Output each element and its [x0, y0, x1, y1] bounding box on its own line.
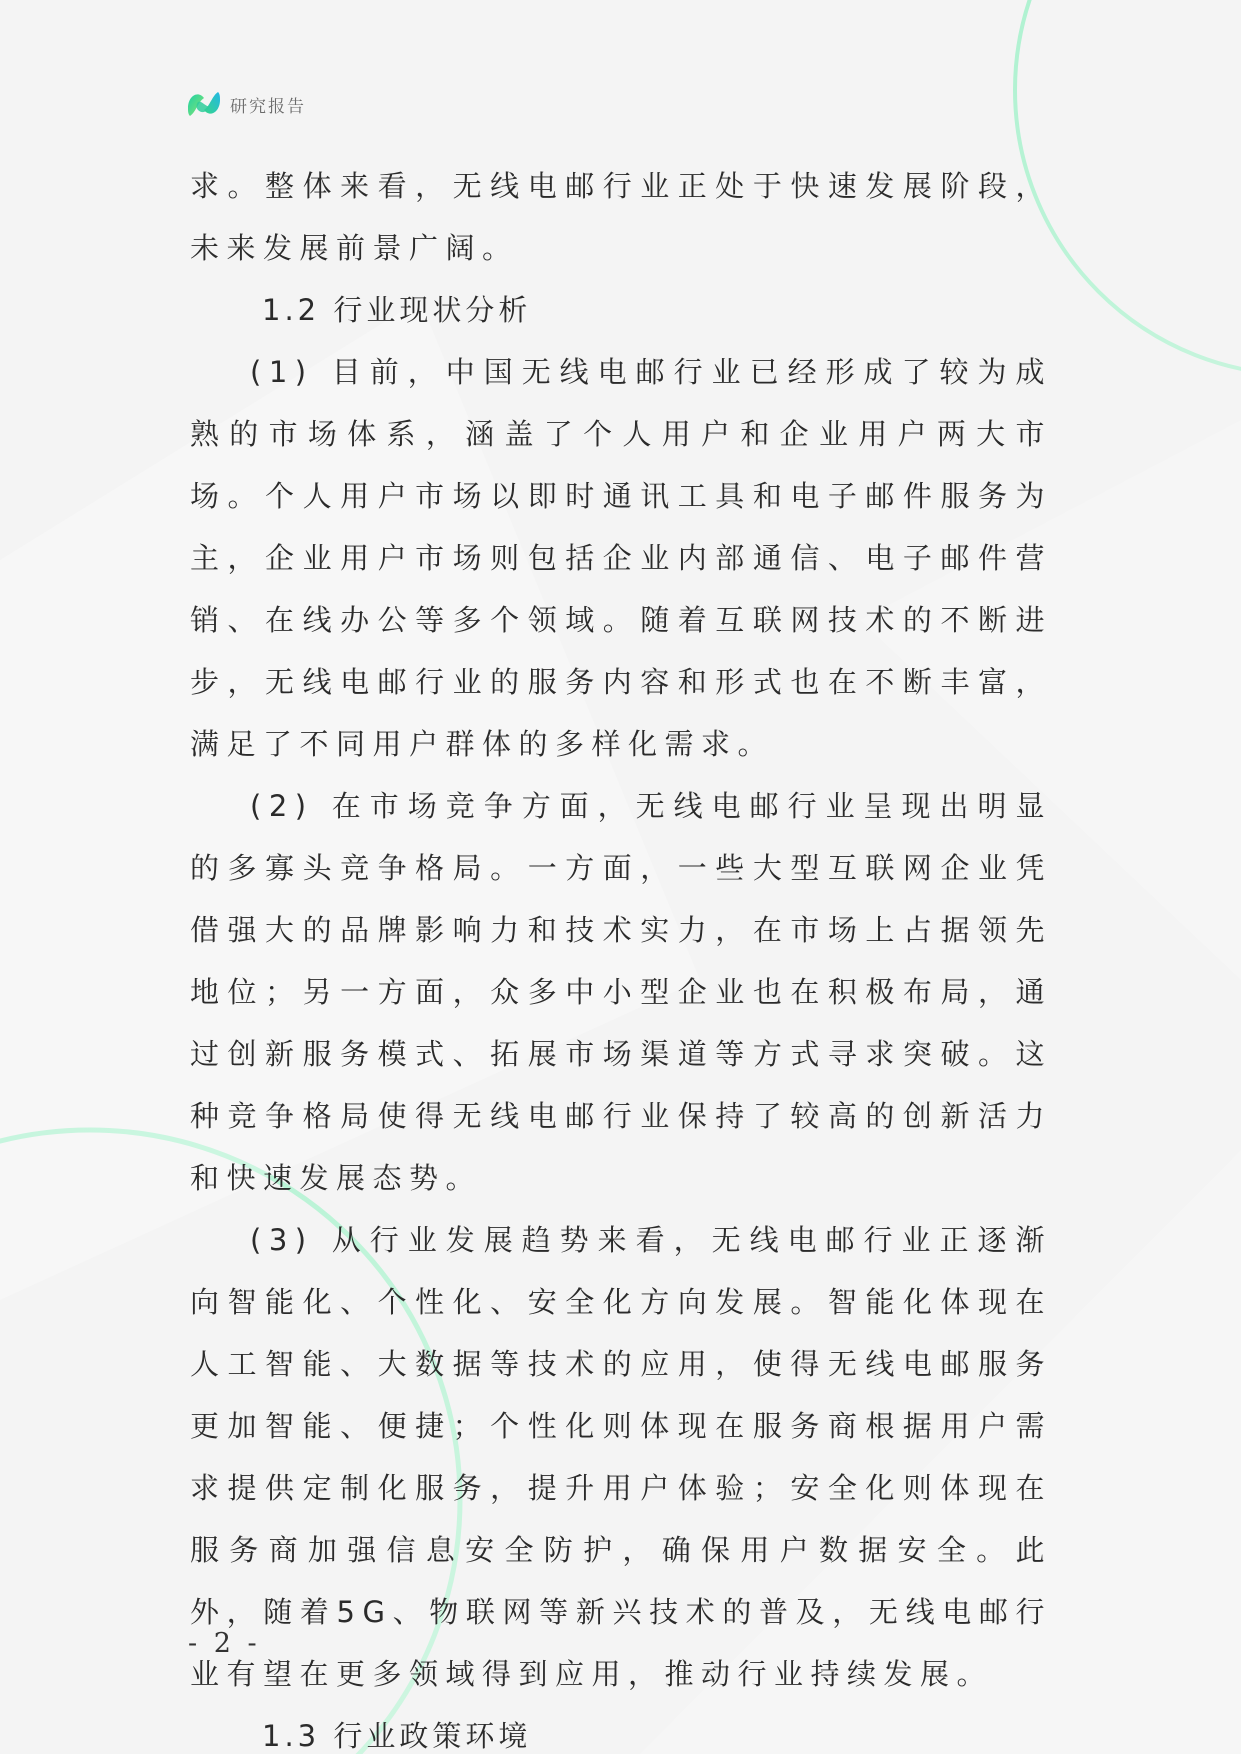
paragraph-3: (3) 从行业发展趋势来看，无线电邮行业正逐渐向智能化、个性化、安全化方向发展。智能化体现在人工智能、大数据等技术的应用，使得无线电邮服务更加智能、便捷；个性化则体现在服务商根据用户需求提供定制化服务，提升用户体验；安全化则体现在服务商加强信息安全防护，确保用户数据安全。此外，随着5G、物联网等新兴技术的普及，无线电邮行业有望在更多领域得到应用，推动行业持续发展。 [190, 1223, 1052, 1691]
page-number: - 2 - [188, 1628, 261, 1659]
section-heading-1-2: 1.2 行业现状分析 [262, 293, 532, 327]
paragraph-2: (2) 在市场竞争方面，无线电邮行业呈现出明显的多寡头竞争格局。一方面，一些大型互联网企业凭借强大的品牌影响力和技术实力，在市场上占据领先地位；另一方面，众多中小型企业也在积极布局，通过创新服务模式、拓展市场渠道等方式寻求突破。这种竞争格局使得无线电邮行业保持了较高的创新活力和快速发展态势。 [190, 789, 1052, 1195]
paragraph-continuation: 求。整体来看，无线电邮行业正处于快速发展阶段，未来发展前景广阔。 [190, 169, 1052, 265]
document-body [190, 155, 1052, 1754]
report-header [186, 88, 306, 120]
report-title: 研究报告 [230, 96, 306, 117]
leaf-logo-icon [186, 88, 222, 120]
paragraph-1: (1) 目前，中国无线电邮行业已经形成了较为成熟的市场体系，涵盖了个人用户和企业用户两大市场。个人用户市场以即时通讯工具和电子邮件服务为主，企业用户市场则包括企业内部通信、电子邮件营销、在线办公等多个领域。随着互联网技术的不断进步，无线电邮行业的服务内容和形式也在不断丰富，满足了不同用户群体的多样化需求。 [190, 355, 1052, 761]
section-heading-1-3: 1.3 行业政策环境 [262, 1719, 532, 1753]
